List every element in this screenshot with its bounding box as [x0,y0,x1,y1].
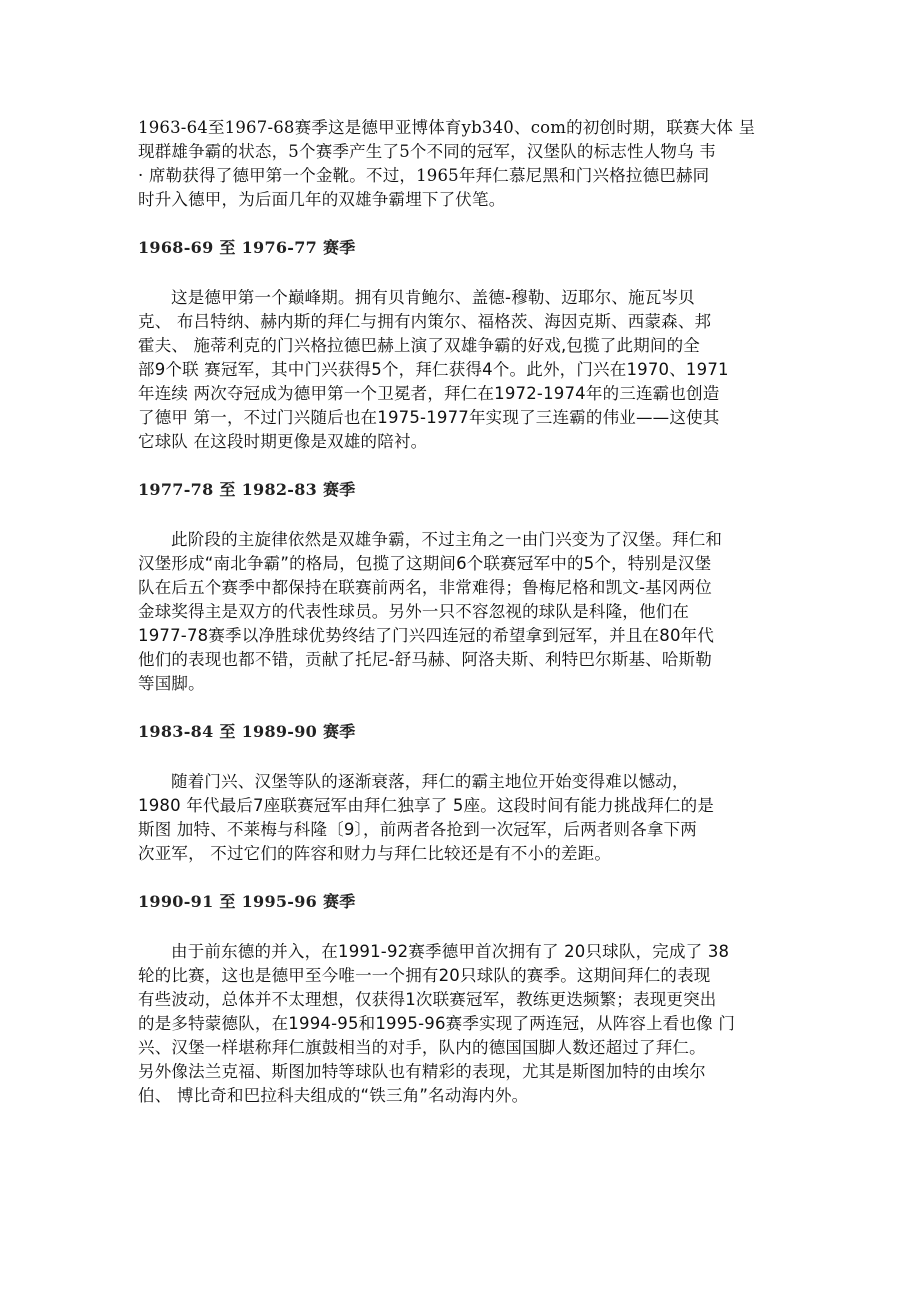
section-heading-1990: 1990-91 至 1995-96 赛季 [138,892,356,911]
section-paragraph-1968: 这是德甲第一个巅峰期。拥有贝肯鲍尔、盖德-穆勒、迈耶尔、施瓦岑贝 克、 布吕特纳、赫内斯的拜仁与拥有内策尔、福格茨、海因克斯、西蒙森、邦 霍夫、 施蒂利克的门兴格拉德巴赫上演了双雄争霸的好戏,包揽了此期间的全 部9个联 赛冠军，其中门兴获得5个，拜仁获得4个。此外，门兴在1970、1971 年连续 两次夺冠成为德甲第一个卫冕者，拜仁在1972-1974年的三连霸也创造 了德甲 第一，不过门兴随后也在1975-1977年实现了三连霸的伟业——这使其 它球队 在这段时期更像是双雄的陪衬。 [138,288,729,451]
section-paragraph-1983: 随着门兴、汉堡等队的逐渐衰落，拜仁的霸主地位开始变得难以憾动， 1980 年代最后7座联赛冠军由拜仁独享了 5座。这段时间有能力挑战拜仁的是 斯图 加特、不莱梅与科隆〔9〕，前两者各抢到一次冠军，后两者则各拿下两 次亚军， 不过它们的阵容和财力与拜仁比较还是有不小的差距。 [138,772,715,863]
section-paragraph-1977: 此阶段的主旋律依然是双雄争霸，不过主角之一由门兴变为了汉堡。拜仁和 汉堡形成“南北争霸”的格局，包揽了这期间6个联赛冠军中的5个，特别是汉堡 队在后五个赛季中都保持在联赛前两名，非常难得；鲁梅尼格和凯文-基冈两位 金球奖得主是双方的代表性球员。另外一只不容忽视的球队是科隆，他们在 1977-78赛季以净胜球优势终结了门兴四连冠的希望拿到冠军，并且在80年代 他们的表现也都不错，贡献了托尼-舒马赫、阿洛夫斯、利特巴尔斯基、哈斯勒 等国脚。 [138,530,723,693]
section-paragraph-1990: 由于前东德的并入，在1991-92赛季德甲首次拥有了 20只球队，完成了 38 轮的比赛，这也是德甲至今唯一一个拥有20只球队的赛季。这期间拜仁的表现 有些波动，总体并不太理想，仅获得1次联赛冠军，教练更迭频繁；表现更突出 的是多特蒙德队，在1994-95和1995-96赛季实现了两连冠，从阵容上看也像 门 兴、汉堡一样堪称拜仁旗鼓相当的对手，队内的德国国脚人数还超过了拜仁。 另外像法兰克福、斯图加特等球队也有精彩的表现，尤其是斯图加特的由埃尔 伯、 博比奇和巴拉科夫组成的“铁三角”名动海内外。 [138,942,736,1105]
intro-paragraph: 1963-64至1967-68赛季这是德甲亚博体育yb340、com的初创时期，联赛大体 呈 现群雄争霸的状态，5个赛季产生了5个不同的冠军，汉堡队的标志性人物乌 韦 · 席勒获得了德甲第一个金靴。不过，1965年拜仁慕尼黑和门兴格拉德巴赫同 时升入德甲，为后面几年的双雄争霸埋下了伏笔。 [138,118,756,209]
section-heading-1977: 1977-78 至 1982-83 赛季 [138,480,356,499]
section-heading-1983: 1983-84 至 1989-90 赛季 [138,722,356,741]
document-page [138,116,788,1108]
section-heading-1968: 1968-69 至 1976-77 赛季 [138,238,356,257]
